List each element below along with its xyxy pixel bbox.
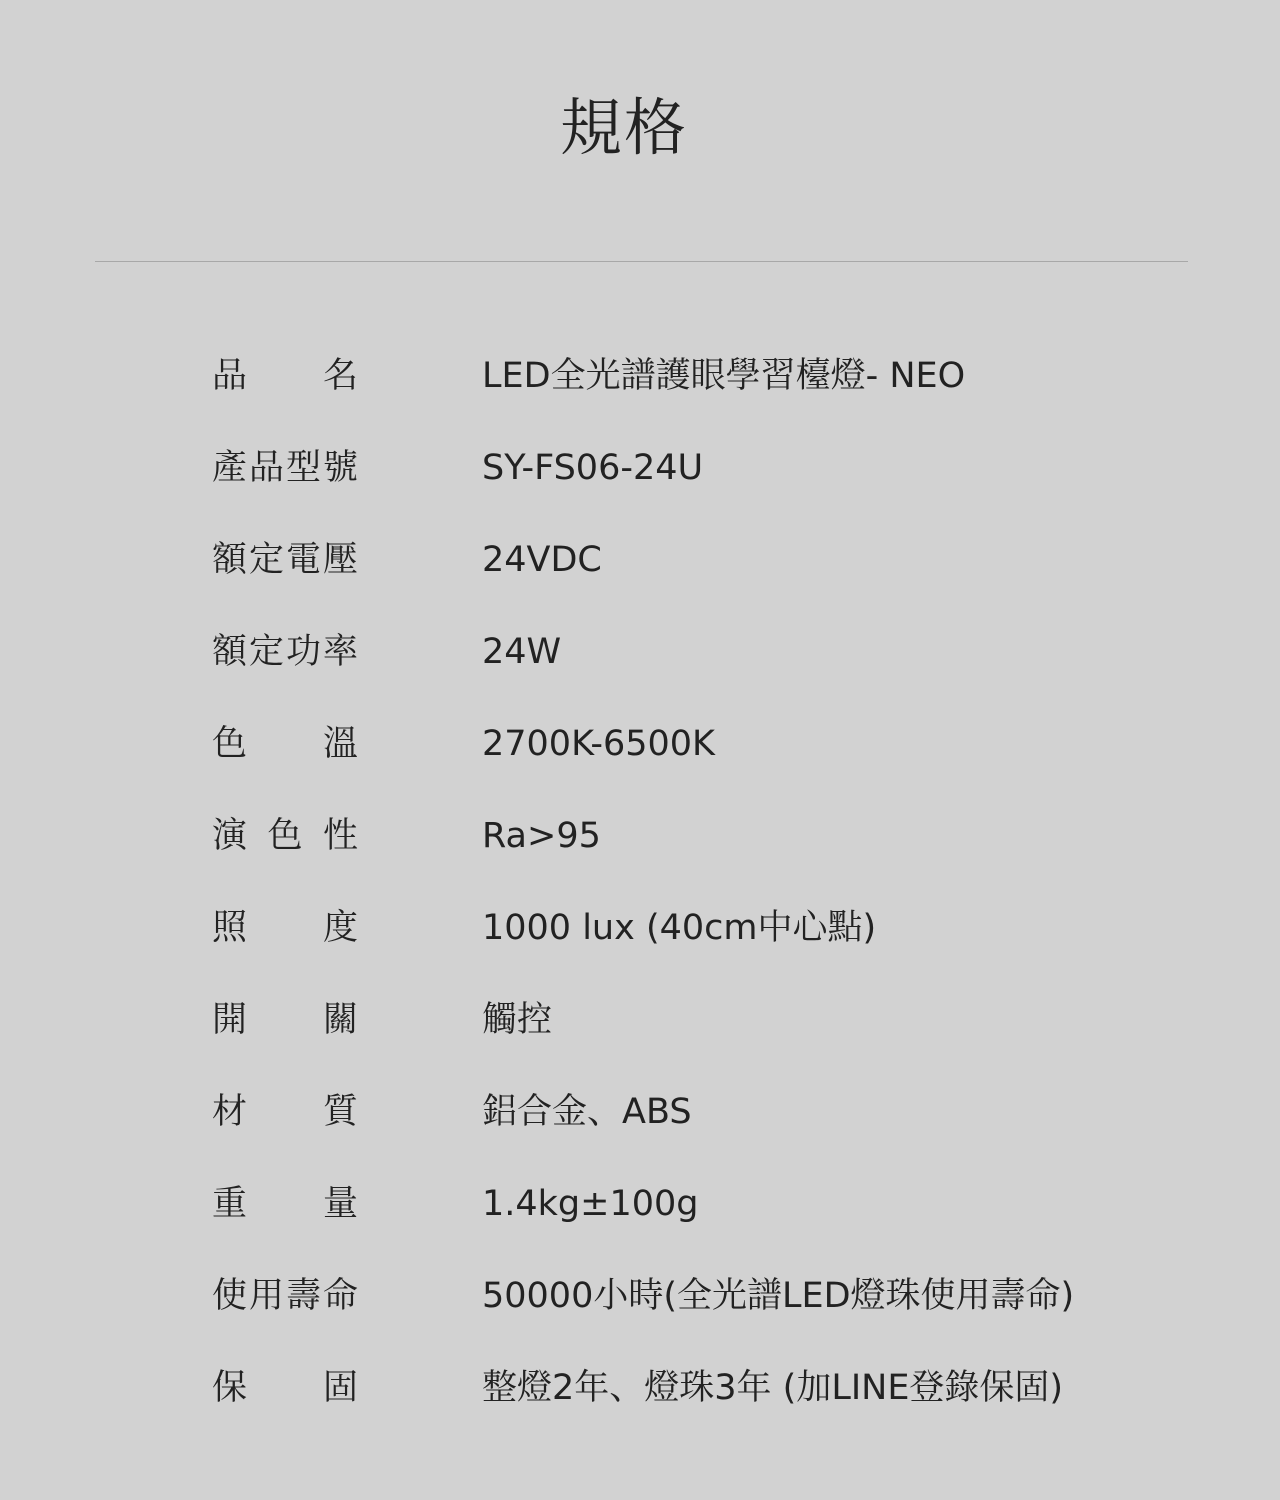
spec-value: 2700K-6500K (482, 724, 716, 764)
spec-table (212, 330, 1152, 1434)
spec-value: 24VDC (482, 540, 602, 580)
spec-row-voltage (212, 514, 1152, 606)
spec-label: 產 品 型 號 (212, 448, 358, 488)
spec-value: SY-FS06-24U (482, 448, 704, 488)
spec-row-weight (212, 1158, 1152, 1250)
spec-row-illuminance (212, 882, 1152, 974)
spec-label: 重 量 (212, 1184, 358, 1224)
spec-label: 額 定 功 率 (212, 632, 358, 672)
spec-label: 保 固 (212, 1368, 358, 1408)
spec-row-model (212, 422, 1152, 514)
spec-value: LED全光譜護眼學習檯燈- NEO (482, 356, 966, 396)
spec-row-warranty (212, 1342, 1152, 1434)
spec-label: 演 色 性 (212, 816, 358, 856)
page-title: 規格 (559, 91, 688, 164)
spec-row-material (212, 1066, 1152, 1158)
spec-value: 1.4kg±100g (482, 1184, 699, 1224)
spec-value: 50000小時(全光譜LED燈珠使用壽命) (482, 1276, 1075, 1316)
spec-row-color-temp (212, 698, 1152, 790)
spec-value: 1000 lux (40cm中心點) (482, 908, 877, 948)
spec-row-product-name (212, 330, 1152, 422)
spec-value: Ra>95 (482, 816, 601, 856)
spec-label: 品 名 (212, 356, 358, 396)
spec-value: 觸控 (482, 1000, 553, 1040)
spec-row-lifespan (212, 1250, 1152, 1342)
spec-label: 色 溫 (212, 724, 358, 764)
spec-label: 使 用 壽 命 (212, 1276, 358, 1316)
spec-label: 額 定 電 壓 (212, 540, 358, 580)
spec-value: 鋁合金、ABS (482, 1092, 692, 1132)
spec-value: 24W (482, 632, 562, 672)
spec-label: 照 度 (212, 908, 358, 948)
spec-label: 開 關 (212, 1000, 358, 1040)
spec-value: 整燈2年、燈珠3年 (加LINE登錄保固) (482, 1368, 1064, 1408)
title-divider (95, 261, 1188, 262)
spec-label: 材 質 (212, 1092, 358, 1132)
spec-row-cri (212, 790, 1152, 882)
spec-row-power (212, 606, 1152, 698)
spec-row-switch (212, 974, 1152, 1066)
